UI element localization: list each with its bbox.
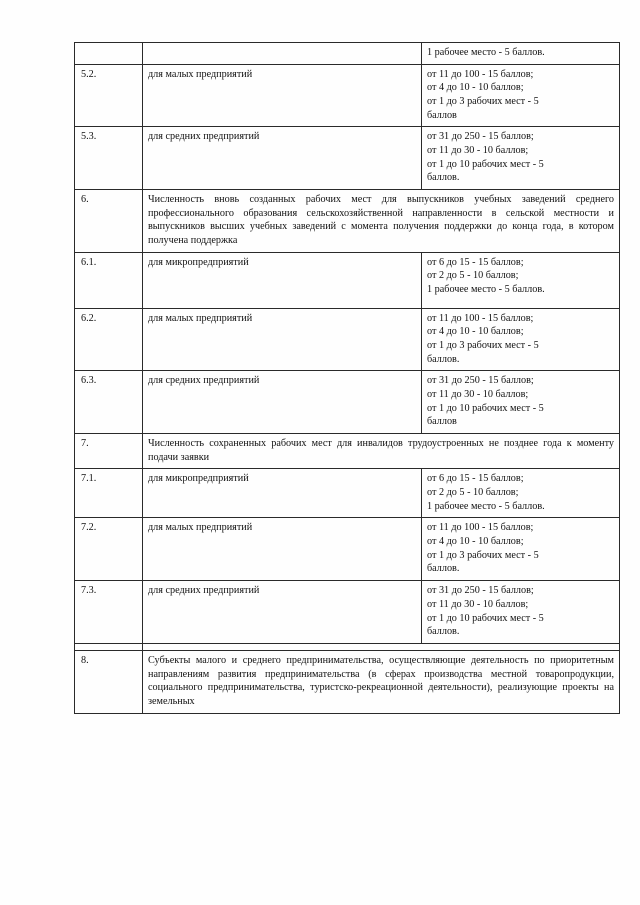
- score-line: от 1 до 10 рабочих мест - 5: [427, 402, 544, 414]
- row-score-cell: [422, 43, 620, 65]
- score-line: от 1 до 10 рабочих мест - 5: [427, 612, 544, 624]
- row-number-cell: 8.: [75, 650, 143, 713]
- table-row: [75, 43, 620, 65]
- row-number-cell: 7.3.: [75, 581, 143, 644]
- row-description-cell: [143, 43, 422, 65]
- score-line: 1 рабочее место - 5 баллов.: [427, 47, 545, 58]
- score-line: от 6 до 15 - 15 баллов;: [427, 473, 524, 485]
- score-line: баллов.: [427, 563, 460, 575]
- row-description-cell: для микропредприятий: [143, 469, 422, 518]
- row-number-cell: 5.3.: [75, 127, 143, 190]
- score-line: от 31 до 250 - 15 баллов;: [427, 585, 534, 597]
- row-description-cell: для средних предприятий: [143, 371, 422, 434]
- row-description-cell: для малых предприятий: [143, 308, 422, 371]
- score-line: баллов.: [427, 172, 460, 184]
- row-description-cell: для малых предприятий: [143, 64, 422, 127]
- table-row: [75, 469, 620, 518]
- spacer-cell: [75, 643, 143, 650]
- row-number-cell: 6.3.: [75, 371, 143, 434]
- row-score-cell: [422, 469, 620, 518]
- row-description-cell: для средних предприятий: [143, 581, 422, 644]
- score-line: от 6 до 15 - 15 баллов;: [427, 256, 524, 268]
- row-number-cell: 7.: [75, 434, 143, 469]
- score-line: от 1 до 10 рабочих мест - 5: [427, 158, 544, 170]
- table-spacer-row: [75, 643, 620, 650]
- row-description-cell: Субъекты малого и среднего предпринимательства, осуществляющие деятельность по приоритетным направлениям развития предпринимательства (в сферах производства местной товаропродукции, социального предпринимательства, туристско-рекреационной деятельности), реализующие проекты на земельных: [143, 650, 620, 713]
- table-row: [75, 64, 620, 127]
- score-line: от 11 до 100 - 15 баллов;: [427, 312, 534, 324]
- table-row: [75, 434, 620, 469]
- row-score-cell: [422, 518, 620, 581]
- score-line: от 2 до 5 - 10 баллов;: [427, 270, 519, 282]
- row-description-cell: для малых предприятий: [143, 518, 422, 581]
- score-line: от 11 до 100 - 15 баллов;: [427, 522, 534, 534]
- row-score-cell: [422, 371, 620, 434]
- score-line: баллов.: [427, 626, 460, 638]
- score-line: от 11 до 30 - 10 баллов;: [427, 145, 529, 157]
- row-number-cell: 6.: [75, 190, 143, 253]
- row-score-cell: [422, 581, 620, 644]
- row-score-cell: [422, 64, 620, 127]
- table-row: [75, 371, 620, 434]
- criteria-table: [74, 42, 620, 714]
- score-line: от 11 до 30 - 10 баллов;: [427, 598, 529, 610]
- table-row: [75, 190, 620, 253]
- table-row: [75, 252, 620, 308]
- row-number-cell: 5.2.: [75, 64, 143, 127]
- row-description-cell: Численность сохраненных рабочих мест для инвалидов трудоустроенных не позднее года к моменту подачи заявки: [143, 434, 620, 469]
- row-number-cell: [75, 43, 143, 65]
- row-description-cell: Численность вновь созданных рабочих мест для выпускников учебных заведений среднего профессионального образования сельскохозяйственной направленности в сельской местности и выпускников высших учебных заведений с момента получения поддержки до конца года, в котором получена поддержка: [143, 190, 620, 253]
- table-row: [75, 518, 620, 581]
- score-line: от 1 до 3 рабочих мест - 5: [427, 96, 539, 108]
- score-line: 1 рабочее место - 5 баллов.: [427, 500, 545, 512]
- row-score-cell: [422, 127, 620, 190]
- row-number-cell: 6.1.: [75, 252, 143, 308]
- score-line: от 11 до 30 - 10 баллов;: [427, 389, 529, 401]
- table-row: [75, 308, 620, 371]
- row-number-cell: 7.1.: [75, 469, 143, 518]
- score-line: от 4 до 10 - 10 баллов;: [427, 326, 524, 338]
- table-row: [75, 650, 620, 713]
- score-line: баллов.: [427, 353, 460, 365]
- score-line: от 4 до 10 - 10 баллов;: [427, 536, 524, 548]
- table-row: [75, 127, 620, 190]
- table-row: [75, 581, 620, 644]
- score-line: 1 рабочее место - 5 баллов.: [427, 284, 545, 296]
- score-line: от 4 до 10 - 10 баллов;: [427, 82, 524, 94]
- row-description-cell: для средних предприятий: [143, 127, 422, 190]
- score-line: от 2 до 5 - 10 баллов;: [427, 487, 519, 499]
- row-number-cell: 6.2.: [75, 308, 143, 371]
- score-line: баллов: [427, 109, 457, 121]
- row-number-cell: 7.2.: [75, 518, 143, 581]
- score-line: от 11 до 100 - 15 баллов;: [427, 68, 534, 80]
- score-line: от 31 до 250 - 15 баллов;: [427, 375, 534, 387]
- spacer-cell: [143, 643, 620, 650]
- row-score-cell: [422, 308, 620, 371]
- row-description-cell: для микропредприятий: [143, 252, 422, 308]
- score-line: от 31 до 250 - 15 баллов;: [427, 131, 534, 143]
- score-line: от 1 до 3 рабочих мест - 5: [427, 549, 539, 561]
- row-score-cell: [422, 252, 620, 308]
- score-line: баллов: [427, 416, 457, 428]
- score-line: от 1 до 3 рабочих мест - 5: [427, 340, 539, 352]
